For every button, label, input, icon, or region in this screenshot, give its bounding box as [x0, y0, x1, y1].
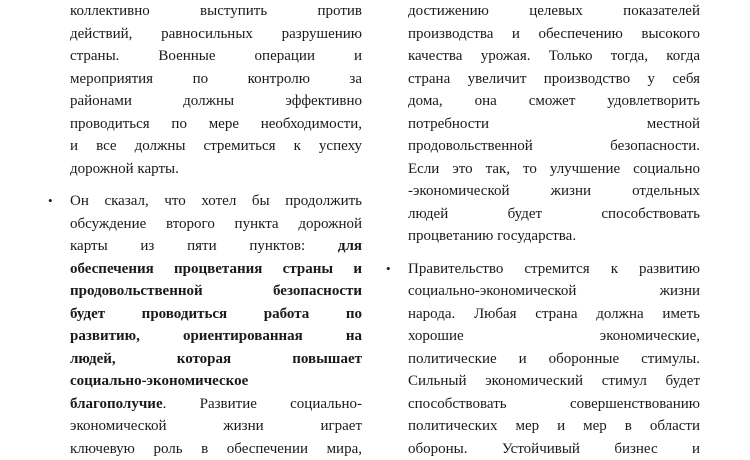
- text-line: и все должны стремиться к успеху: [70, 138, 362, 154]
- bold-line: будет проводиться работа по: [70, 305, 362, 322]
- text-line: качества урожая. Только тогда, когда: [408, 48, 700, 64]
- text-run: . Развитие социально-: [162, 395, 362, 412]
- text-line: проводиться по мере необходимости,: [70, 115, 362, 132]
- text-line: экономической жизни играет: [70, 418, 362, 434]
- bold-run: благополучие: [70, 395, 163, 412]
- text-line: народа. Любая страна должна иметь: [408, 305, 700, 322]
- text-line: обороны. Устойчивый бизнес и: [408, 440, 700, 457]
- text-line: политические и оборонные стимулы.: [408, 350, 700, 367]
- left-column: [48, 0, 362, 460]
- text-line: действий, равносильных разрушению: [70, 25, 362, 42]
- text-line: Сильный экономический стимул будет: [408, 373, 700, 389]
- text-line: достижению целевых показателей: [408, 3, 700, 19]
- paragraph-continued: [408, 0, 700, 248]
- text-line: Он сказал, что хотел бы продолжить: [70, 193, 362, 209]
- bold-line: людей, которая повышает: [70, 350, 362, 367]
- bullet-item: [386, 258, 700, 460]
- text-line: людей будет способствовать: [408, 205, 700, 222]
- text-line: Правительство стремится к развитию: [408, 260, 700, 277]
- text-line: хорошие экономические,: [408, 328, 700, 344]
- text-line: социально-экономической жизни: [408, 283, 700, 299]
- text-line: страна увеличит производство у себя: [408, 70, 700, 87]
- bold-line: обеспечения процветания страны и: [70, 260, 362, 277]
- text-line: дома, она сможет удовлетворить: [408, 93, 700, 109]
- bullet-marker: •: [48, 193, 53, 208]
- bold-line: развитию, ориентированная на: [70, 328, 362, 344]
- text-line: политических мер и мер в области: [408, 418, 700, 434]
- text-line-mixed: [70, 235, 362, 258]
- text-line: коллективно выступить против: [70, 3, 362, 19]
- text-line: районами должны эффективно: [70, 93, 362, 109]
- text-line: производства и обеспечению высокого: [408, 25, 700, 42]
- text-line: дорожной карты.: [70, 160, 179, 177]
- text-run: карты из пяти пунктов:: [70, 238, 338, 254]
- paragraph-continued: [70, 0, 362, 180]
- bullet-item: [48, 190, 362, 460]
- text-line: мероприятия по контролю за: [70, 70, 362, 87]
- text-line: Если это так, то улучшение социально: [408, 160, 700, 177]
- bold-run: для: [337, 238, 362, 254]
- text-line: процветанию государства.: [408, 228, 577, 244]
- right-column: [386, 0, 700, 460]
- text-line: потребности местной: [408, 115, 700, 132]
- bullet-marker: •: [386, 260, 391, 276]
- text-line: обсуждение второго пункта дорожной: [70, 215, 362, 232]
- text-line: страны. Военные операции и: [70, 48, 362, 64]
- bold-line: продовольственной безопасности: [70, 283, 362, 299]
- bold-line: социально-экономическое: [70, 373, 249, 389]
- text-line: -экономической жизни отдельных: [408, 183, 700, 199]
- text-line: способствовать совершенствованию: [408, 395, 700, 412]
- text-line: ключевую роль в обеспечении мира,: [70, 440, 362, 457]
- text-line: продовольственной безопасности.: [408, 138, 700, 154]
- text-line-mixed: [70, 393, 362, 416]
